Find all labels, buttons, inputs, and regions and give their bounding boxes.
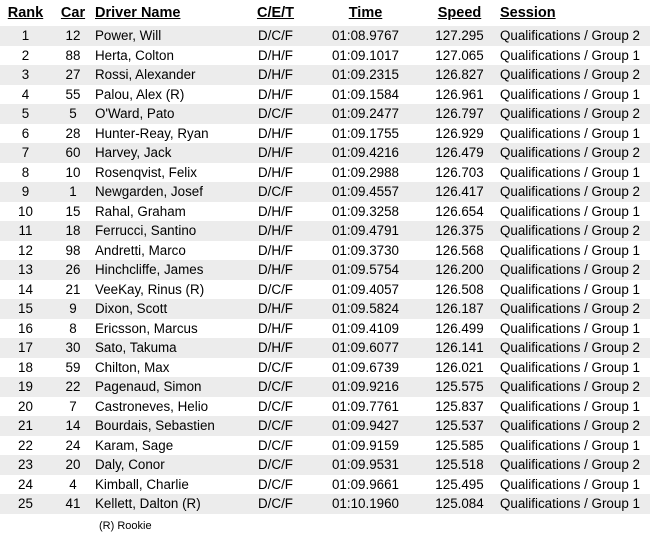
speed-cell: 126.797	[419, 104, 500, 124]
time-cell: 01:09.9216	[312, 377, 419, 397]
rank-cell: 17	[0, 338, 51, 358]
time-cell: 01:09.9427	[312, 416, 419, 436]
speed-cell: 125.537	[419, 416, 500, 436]
rank-cell: 10	[0, 202, 51, 222]
car-cell: 9	[51, 299, 95, 319]
table-row	[0, 221, 650, 241]
car-cell: 20	[51, 455, 95, 475]
speed-cell: 126.961	[419, 85, 500, 105]
session-cell: Qualifications / Group 2	[500, 299, 650, 319]
rank-cell: 4	[0, 85, 51, 105]
table-row	[0, 143, 650, 163]
cet-cell: D/C/F	[239, 104, 312, 124]
session-cell: Qualifications / Group 2	[500, 377, 650, 397]
driver-cell: Andretti, Marco	[95, 241, 239, 261]
car-cell: 24	[51, 436, 95, 456]
session-cell: Qualifications / Group 1	[500, 124, 650, 144]
table-row	[0, 182, 650, 202]
cet-cell: D/C/F	[239, 455, 312, 475]
time-cell: 01:09.1584	[312, 85, 419, 105]
speed-cell: 126.479	[419, 143, 500, 163]
table-row	[0, 124, 650, 144]
speed-cell: 125.518	[419, 455, 500, 475]
driver-cell: Rossi, Alexander	[95, 65, 239, 85]
cet-cell: D/H/F	[239, 85, 312, 105]
car-cell: 5	[51, 104, 95, 124]
speed-cell: 126.417	[419, 182, 500, 202]
speed-cell: 126.187	[419, 299, 500, 319]
speed-cell: 125.575	[419, 377, 500, 397]
cet-cell: D/C/F	[239, 26, 312, 46]
cet-cell: D/C/F	[239, 358, 312, 378]
table-row	[0, 280, 650, 300]
car-cell: 7	[51, 397, 95, 417]
cet-cell: D/H/F	[239, 46, 312, 66]
time-cell: 01:09.6077	[312, 338, 419, 358]
speed-cell: 126.375	[419, 221, 500, 241]
driver-cell: Harvey, Jack	[95, 143, 239, 163]
rank-cell: 3	[0, 65, 51, 85]
time-cell: 01:09.5754	[312, 260, 419, 280]
driver-cell: Daly, Conor	[95, 455, 239, 475]
car-cell: 18	[51, 221, 95, 241]
driver-cell: Newgarden, Josef	[95, 182, 239, 202]
cet-cell: D/C/F	[239, 280, 312, 300]
time-cell: 01:09.9159	[312, 436, 419, 456]
rank-cell: 5	[0, 104, 51, 124]
time-cell: 01:08.9767	[312, 26, 419, 46]
speed-cell: 126.654	[419, 202, 500, 222]
table-row	[0, 416, 650, 436]
rank-cell: 20	[0, 397, 51, 417]
session-cell: Qualifications / Group 2	[500, 65, 650, 85]
cet-cell: D/C/F	[239, 475, 312, 495]
rank-cell: 12	[0, 241, 51, 261]
speed-cell: 126.141	[419, 338, 500, 358]
session-cell: Qualifications / Group 1	[500, 46, 650, 66]
cet-cell: D/C/F	[239, 416, 312, 436]
car-cell: 22	[51, 377, 95, 397]
driver-cell: Pagenaud, Simon	[95, 377, 239, 397]
table-row	[0, 65, 650, 85]
session-cell: Qualifications / Group 2	[500, 26, 650, 46]
car-cell: 10	[51, 163, 95, 183]
time-cell: 01:09.2477	[312, 104, 419, 124]
driver-cell: Kimball, Charlie	[95, 475, 239, 495]
table-row	[0, 494, 650, 514]
speed-cell: 126.929	[419, 124, 500, 144]
session-cell: Qualifications / Group 1	[500, 241, 650, 261]
table-row	[0, 163, 650, 183]
driver-cell: Rahal, Graham	[95, 202, 239, 222]
cet-cell: D/H/F	[239, 319, 312, 339]
driver-cell: VeeKay, Rinus (R)	[95, 280, 239, 300]
session-cell: Qualifications / Group 2	[500, 338, 650, 358]
speed-cell: 126.200	[419, 260, 500, 280]
rank-cell: 25	[0, 494, 51, 514]
table-row	[0, 104, 650, 124]
driver-name-header: Driver Name	[95, 5, 181, 21]
cet-cell: D/C/F	[239, 377, 312, 397]
table-row	[0, 26, 650, 46]
driver-cell: Sato, Takuma	[95, 338, 239, 358]
speed-cell: 125.084	[419, 494, 500, 514]
car-cell: 12	[51, 26, 95, 46]
session-cell: Qualifications / Group 1	[500, 397, 650, 417]
rank-cell: 2	[0, 46, 51, 66]
cet-cell: D/H/F	[239, 163, 312, 183]
rank-cell: 14	[0, 280, 51, 300]
cet-cell: D/H/F	[239, 221, 312, 241]
table-row	[0, 397, 650, 417]
time-cell: 01:10.1960	[312, 494, 419, 514]
car-cell: 15	[51, 202, 95, 222]
driver-cell: Castroneves, Helio	[95, 397, 239, 417]
rank-cell: 19	[0, 377, 51, 397]
time-cell: 01:09.6739	[312, 358, 419, 378]
table-row	[0, 85, 650, 105]
car-cell: 14	[51, 416, 95, 436]
time-cell: 01:09.5824	[312, 299, 419, 319]
rank-cell: 18	[0, 358, 51, 378]
car-cell: 27	[51, 65, 95, 85]
rookie-footnote: (R) Rookie	[99, 520, 152, 532]
car-cell: 8	[51, 319, 95, 339]
rank-cell: 7	[0, 143, 51, 163]
car-cell: 41	[51, 494, 95, 514]
table-row	[0, 377, 650, 397]
session-header: Session	[500, 5, 556, 21]
results-body	[0, 26, 650, 514]
session-cell: Qualifications / Group 2	[500, 221, 650, 241]
rank-cell: 6	[0, 124, 51, 144]
driver-cell: Bourdais, Sebastien	[95, 416, 239, 436]
driver-cell: Kellett, Dalton (R)	[95, 494, 239, 514]
speed-cell: 126.499	[419, 319, 500, 339]
cet-cell: D/H/F	[239, 299, 312, 319]
time-cell: 01:09.4791	[312, 221, 419, 241]
driver-cell: Hunter-Reay, Ryan	[95, 124, 239, 144]
rank-cell: 21	[0, 416, 51, 436]
cet-cell: D/H/F	[239, 65, 312, 85]
driver-cell: Rosenqvist, Felix	[95, 163, 239, 183]
time-cell: 01:09.9531	[312, 455, 419, 475]
speed-cell: 126.703	[419, 163, 500, 183]
rank-cell: 24	[0, 475, 51, 495]
table-row	[0, 299, 650, 319]
rank-cell: 8	[0, 163, 51, 183]
header-row	[0, 0, 650, 26]
cet-cell: D/H/F	[239, 124, 312, 144]
cet-header: C/E/T	[256, 5, 295, 21]
time-cell: 01:09.7761	[312, 397, 419, 417]
car-cell: 28	[51, 124, 95, 144]
driver-cell: Hinchcliffe, James	[95, 260, 239, 280]
time-cell: 01:09.1017	[312, 46, 419, 66]
time-cell: 01:09.4057	[312, 280, 419, 300]
car-cell: 98	[51, 241, 95, 261]
speed-cell: 126.021	[419, 358, 500, 378]
table-row	[0, 202, 650, 222]
driver-cell: Palou, Alex (R)	[95, 85, 239, 105]
session-cell: Qualifications / Group 1	[500, 85, 650, 105]
table-row	[0, 436, 650, 456]
time-cell: 01:09.4216	[312, 143, 419, 163]
speed-cell: 127.065	[419, 46, 500, 66]
table-row	[0, 475, 650, 495]
rank-cell: 22	[0, 436, 51, 456]
session-cell: Qualifications / Group 1	[500, 358, 650, 378]
session-cell: Qualifications / Group 2	[500, 104, 650, 124]
table-row	[0, 260, 650, 280]
car-header: Car	[60, 5, 86, 21]
time-cell: 01:09.4109	[312, 319, 419, 339]
speed-cell: 127.295	[419, 26, 500, 46]
cet-cell: D/C/F	[239, 182, 312, 202]
session-cell: Qualifications / Group 2	[500, 143, 650, 163]
session-cell: Qualifications / Group 1	[500, 475, 650, 495]
driver-cell: Chilton, Max	[95, 358, 239, 378]
driver-cell: O'Ward, Pato	[95, 104, 239, 124]
car-cell: 55	[51, 85, 95, 105]
driver-cell: Power, Will	[95, 26, 239, 46]
car-cell: 1	[51, 182, 95, 202]
speed-cell: 125.837	[419, 397, 500, 417]
session-cell: Qualifications / Group 1	[500, 319, 650, 339]
driver-cell: Ericsson, Marcus	[95, 319, 239, 339]
session-cell: Qualifications / Group 1	[500, 494, 650, 514]
car-cell: 59	[51, 358, 95, 378]
cet-cell: D/H/F	[239, 143, 312, 163]
driver-cell: Karam, Sage	[95, 436, 239, 456]
session-cell: Qualifications / Group 2	[500, 455, 650, 475]
rank-cell: 13	[0, 260, 51, 280]
cet-cell: D/H/F	[239, 338, 312, 358]
session-cell: Qualifications / Group 1	[500, 280, 650, 300]
time-cell: 01:09.3730	[312, 241, 419, 261]
time-cell: 01:09.1755	[312, 124, 419, 144]
car-cell: 4	[51, 475, 95, 495]
time-header: Time	[348, 5, 383, 21]
car-cell: 60	[51, 143, 95, 163]
car-cell: 30	[51, 338, 95, 358]
speed-cell: 126.827	[419, 65, 500, 85]
driver-cell: Ferrucci, Santino	[95, 221, 239, 241]
table-row	[0, 338, 650, 358]
speed-cell: 126.568	[419, 241, 500, 261]
session-cell: Qualifications / Group 2	[500, 416, 650, 436]
rank-cell: 9	[0, 182, 51, 202]
rank-cell: 15	[0, 299, 51, 319]
speed-cell: 125.585	[419, 436, 500, 456]
table-row	[0, 46, 650, 66]
rank-cell: 1	[0, 26, 51, 46]
table-row	[0, 455, 650, 475]
session-cell: Qualifications / Group 1	[500, 436, 650, 456]
session-cell: Qualifications / Group 2	[500, 260, 650, 280]
cet-cell: D/C/F	[239, 397, 312, 417]
driver-cell: Dixon, Scott	[95, 299, 239, 319]
table-row	[0, 319, 650, 339]
time-cell: 01:09.2315	[312, 65, 419, 85]
cet-cell: D/H/F	[239, 202, 312, 222]
session-cell: Qualifications / Group 1	[500, 202, 650, 222]
cet-cell: D/H/F	[239, 241, 312, 261]
car-cell: 26	[51, 260, 95, 280]
rank-cell: 11	[0, 221, 51, 241]
speed-cell: 125.495	[419, 475, 500, 495]
time-cell: 01:09.9661	[312, 475, 419, 495]
rank-cell: 23	[0, 455, 51, 475]
speed-cell: 126.508	[419, 280, 500, 300]
cet-cell: D/C/F	[239, 494, 312, 514]
car-cell: 21	[51, 280, 95, 300]
session-cell: Qualifications / Group 2	[500, 182, 650, 202]
time-cell: 01:09.4557	[312, 182, 419, 202]
time-cell: 01:09.2988	[312, 163, 419, 183]
rank-cell: 16	[0, 319, 51, 339]
time-cell: 01:09.3258	[312, 202, 419, 222]
cet-cell: D/C/F	[239, 436, 312, 456]
speed-header: Speed	[437, 5, 482, 21]
table-row	[0, 241, 650, 261]
cet-cell: D/H/F	[239, 260, 312, 280]
driver-cell: Herta, Colton	[95, 46, 239, 66]
rank-header: Rank	[7, 5, 44, 21]
table-row	[0, 358, 650, 378]
session-cell: Qualifications / Group 1	[500, 163, 650, 183]
car-cell: 88	[51, 46, 95, 66]
